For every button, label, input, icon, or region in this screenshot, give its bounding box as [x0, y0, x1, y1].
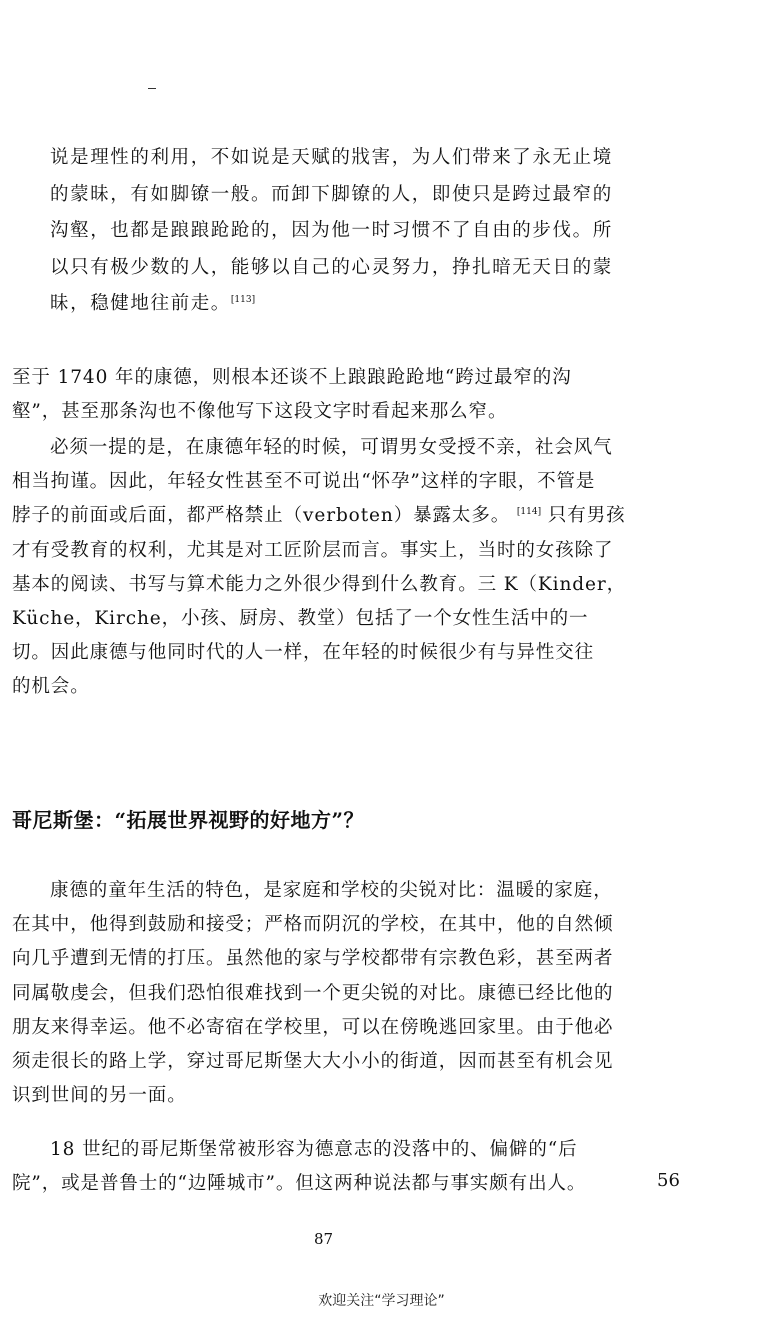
- page-number: 87: [314, 1230, 334, 1248]
- quote-line: 昧，稳健地往前走。[113]: [50, 293, 256, 314]
- text-line: Küche，Kirche，小孩、厨房、教堂）包括了一个女性生活中的一: [12, 608, 589, 630]
- text-line: 基本的阅读、书写与算术能力之外很少得到什么教育。三 K（Kinder，: [12, 573, 626, 595]
- footer-watermark: 欢迎关注“学习理论”: [318, 1293, 445, 1309]
- text-line: 院”，或是普鲁士的“边陲城市”。但这两种说法都与事实颇有出人。: [12, 1173, 587, 1195]
- text-line: 识到世间的另一面。: [12, 1085, 187, 1107]
- text-line: 须走很长的路上学，穿过哥尼斯堡大大小小的街道，因而甚至有机会见: [12, 1051, 614, 1073]
- text-line: 同属敬虔会，但我们恐怕很难找到一个更尖锐的对比。康德已经比他的: [12, 982, 614, 1004]
- quote-line: 以只有极少数的人，能够以自己的心灵努力，挣扎暗无天日的蒙: [50, 256, 613, 278]
- footnote-ref[interactable]: [114]: [516, 507, 542, 518]
- paragraph-1: [12, 361, 642, 429]
- text-line: 在其中，他得到鼓励和接受；严格而阴沉的学校，在其中，他的自然倾: [12, 914, 614, 936]
- block-quote: [50, 140, 640, 323]
- text-line: 朋友来得幸运。他不必寄宿在学校里，可以在傍晚逃回家里。由于他必: [12, 1016, 614, 1038]
- top-mark: [148, 88, 156, 89]
- text-line: 才有受教育的权利，尤其是对工匠阶层而言。事实上，当时的女孩除了: [12, 539, 614, 561]
- paragraph-3: [12, 874, 642, 1113]
- text-line: 康德的童年生活的特色，是家庭和学校的尖锐对比：温暖的家庭，: [50, 880, 613, 901]
- text-line: 的机会。: [12, 676, 90, 698]
- text-line: 脖子的前面或后面，都严格禁止（verboten）暴露太多。 [114] 只有男孩: [12, 505, 626, 527]
- paragraph-2: [12, 431, 642, 705]
- section-heading: 哥尼斯堡：“拓展世界视野的好地方”？: [12, 808, 365, 832]
- margin-page-number: 56: [657, 1170, 680, 1191]
- text-line: 壑”，甚至那条沟也不像他写下这段文字时看起来那么窄。: [12, 401, 508, 423]
- quote-line: 说是理性的利用，不如说是天赋的戕害，为人们带来了永无止境: [50, 147, 613, 168]
- quote-line: 沟壑，也都是踉踉跄跄的，因为他一时习惯不了自由的步伐。所: [50, 220, 613, 241]
- text-line: 至于 1740 年的康德，则根本还谈不上踉踉跄跄地“跨过最窄的沟: [12, 367, 572, 388]
- text-line: 18 世纪的哥尼斯堡常被形容为德意志的没落中的、偏僻的“后: [50, 1139, 578, 1160]
- text-line: 向几乎遭到无情的打压。虽然他的家与学校都带有宗教色彩，甚至两者: [12, 948, 614, 970]
- paragraph-4: [12, 1133, 642, 1201]
- footnote-ref[interactable]: [113]: [230, 295, 256, 305]
- text-line: 切。因此康德与他同时代的人一样，在年轻的时候很少有与异性交往: [12, 642, 595, 664]
- quote-line: 的蒙昧，有如脚镣一般。而卸下脚镣的人，即使只是跨过最窄的: [50, 183, 613, 205]
- text-line: 必须一提的是，在康德年轻的时候，可谓男女受授不亲，社会风气: [50, 437, 613, 458]
- text-line: 相当拘谨。因此，年轻女性甚至不可说出“怀孕”这样的字眼，不管是: [12, 471, 596, 493]
